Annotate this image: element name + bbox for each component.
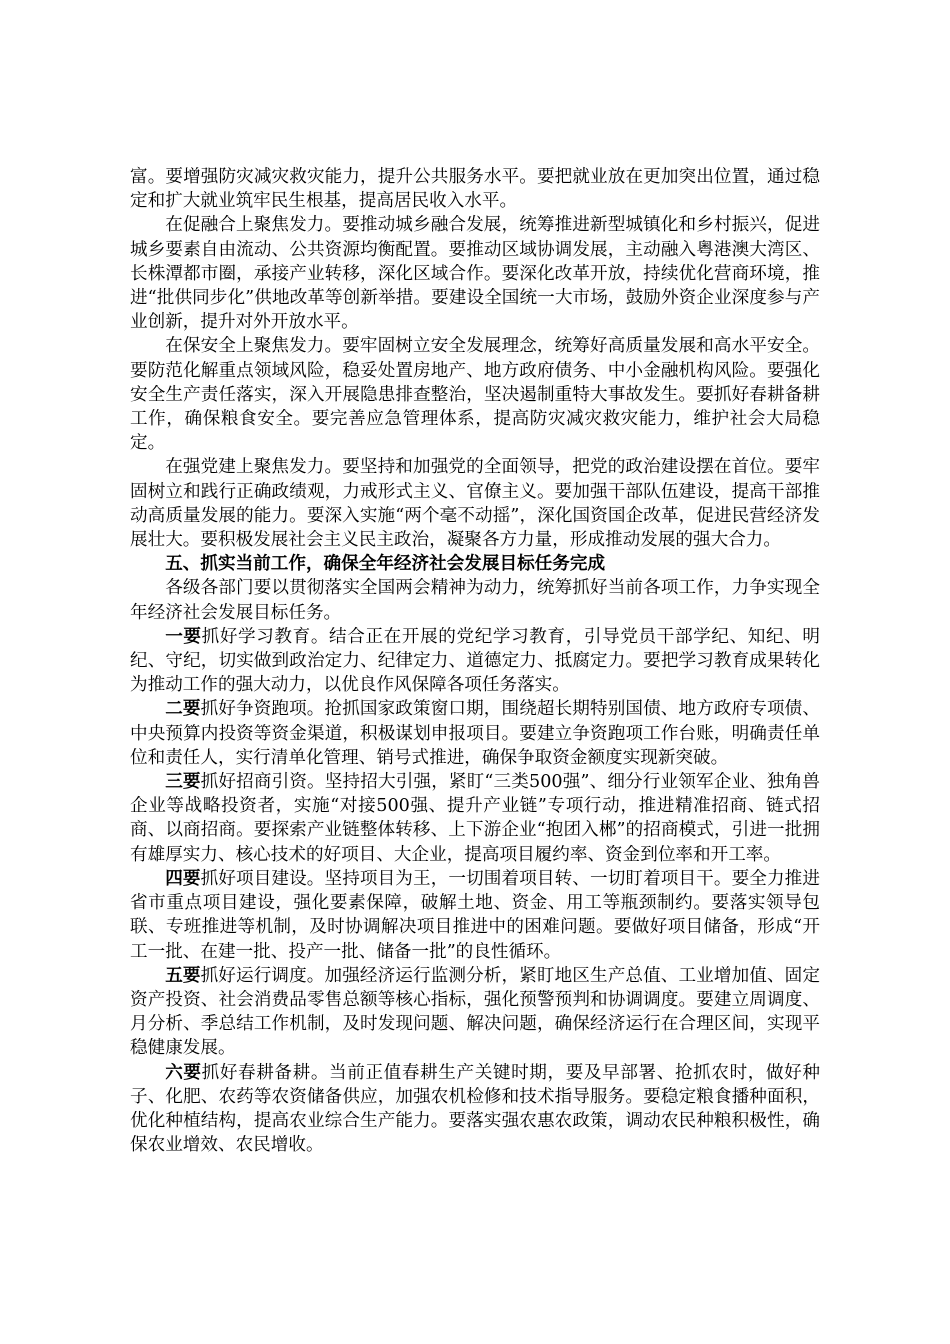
item-text: 抓好招商引资。坚持招大引强，紧盯“三类500强”、细分行业领军企业、独角兽企业等战略投资者，实施“对接500强、提升产业链”专项行动，推进精准招商、链式招商、以商招商。要探索产业链整体转移、上下游企业“抱团入郴”的招商模式，引进一批拥有雄厚实力、核心技术的好项目、大企业，提高项目履约率、资金到位率和开工率。 [130, 772, 820, 865]
list-item-3 [130, 770, 820, 867]
section-heading: 五、抓实当前工作，确保全年经济社会发展目标任务完成 [165, 553, 606, 575]
list-item-2 [130, 697, 820, 770]
item-lead: 一要 [165, 625, 202, 647]
item-text: 抓好学习教育。结合正在开展的党纪学习教育，引导党员干部学纪、知纪、明纪、守纪，切实做到政治定力、纪律定力、道德定力、抵腐定力。要把学习教育成果转化为推动工作的强大动力，以优良作风保障各项任务落实。 [130, 626, 820, 696]
paragraph-intro: 富。要增强防灾减灾救灾能力，提升公共服务水平。要把就业放在更加突出位置，通过稳定和扩大就业筑牢民生根基，提高居民收入水平。 [130, 167, 820, 212]
item-lead: 四要 [165, 867, 201, 889]
list-item-4 [130, 867, 820, 964]
item-lead: 三要 [165, 771, 201, 793]
paragraph-party-building: 在强党建上聚焦发力。要坚持和加强党的全面领导，把党的政治建设摆在首位。要牢固树立和践行正确政绩观，力戒形式主义、官僚主义。要加强干部队伍建设，提高干部推动高质量发展的能力。要深入实施“两个毫不动摇”，深化国资国企改革，促进民营经济发展壮大。要积极发展社会主义民主政治，凝聚各方力量，形成推动发展的强大合力。 [130, 457, 820, 551]
item-lead: 二要 [165, 698, 201, 720]
item-lead: 五要 [165, 964, 201, 986]
paragraph-safety: 在保安全上聚焦发力。要牢固树立安全发展理念，统筹好高质量发展和高水平安全。要防范化解重点领域风险，稳妥处置房地产、地方政府债务、中小金融机构风险。要强化安全生产责任落实，深入开展隐患排查整治，坚决遏制重特大事故发生。要抓好春耕备耕工作，确保粮食安全。要完善应急管理体系，提高防灾减灾救灾能力，维护社会大局稳定。 [130, 336, 820, 454]
list-item-6 [130, 1061, 820, 1158]
paragraph-fusion: 在促融合上聚焦发力。要推动城乡融合发展，统筹推进新型城镇化和乡村振兴，促进城乡要素自由流动、公共资源均衡配置。要推动区域协调发展，主动融入粤港澳大湾区、长株潭都市圈，承接产业转移，深化区域合作。要深化改革开放，持续优化营商环境，推进“批供同步化”供地改革等创新举措。要建设全国统一大市场，鼓励外资企业深度参与产业创新，提升对外开放水平。 [130, 215, 820, 333]
item-text: 抓好争资跑项。抢抓国家政策窗口期，围绕超长期特别国债、地方政府专项债、中央预算内投资等资金渠道，积极谋划申报项目。要建立争资跑项工作台账，明确责任单位和责任人，实行清单化管理、销号式推进，确保争取资金额度实现新突破。 [130, 699, 820, 768]
list-item-5 [130, 964, 820, 1061]
paragraph-section-intro: 各级各部门要以贯彻落实全国两会精神为动力，统筹抓好当前各项工作，力争实现全年经济社会发展目标任务。 [130, 578, 820, 623]
list-item-1 [130, 625, 820, 698]
item-text: 抓好春耕备耕。当前正值春耕生产关键时期，要及早部署、抢抓农时，做好种子、化肥、农药等农资储备供应，加强农机检修和技术指导服务。要稳定粮食播种面积，优化种植结构，提高农业综合生产能力。要落实强农惠农政策，调动农民种粮积极性，确保农业增效、农民增收。 [130, 1062, 820, 1156]
item-text: 抓好项目建设。坚持项目为王，一切围着项目转、一切盯着项目干。要全力推进省市重点项目建设，强化要素保障，破解土地、资金、用工等瓶颈制约。要落实领导包联、专班推进等机制，及时协调解决项目推进中的困难问题。要做好项目储备，形成“开工一批、在建一批、投产一批、储备一批”的良性循环。 [130, 868, 820, 962]
item-text: 抓好运行调度。加强经济运行监测分析，紧盯地区生产总值、工业增加值、固定资产投资、社会消费品零售总额等核心指标，强化预警预判和协调调度。要建立周调度、月分析、季总结工作机制，及时发现问题、解决问题，确保经济运行在合理区间，实现平稳健康发展。 [130, 965, 820, 1059]
document-page [130, 165, 820, 1157]
item-lead: 六要 [165, 1061, 202, 1083]
